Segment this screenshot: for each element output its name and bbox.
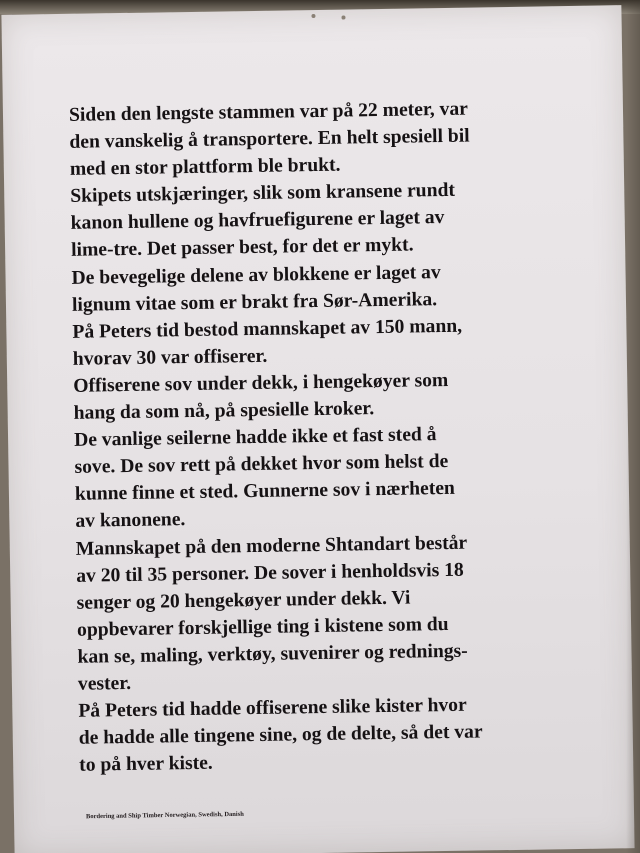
right-edge-shadow [626,0,640,853]
text-line: vester. [77,672,132,695]
text-line: den vanskelig å transportere. En helt spesiell bil [69,125,470,153]
text-line: På Peters tid bestod mannskapet av 150 mann, [72,315,463,343]
text-line: lime-tre. Det passer best, for det er mykt. [70,234,414,262]
text-line: kan se, maling, verktøy, suvenirer og rednings- [77,640,468,668]
text-line: kunne finne et sted. Gunnerne sov i nærheten [74,478,456,506]
sign-text [69,94,600,779]
text-line: av kanonene. [75,509,186,533]
text-line: Mannskapet på den moderne Shtandart består [75,532,468,560]
text-line: Siden den lengste stammen var på 22 meter, var [68,98,469,126]
text-line: De vanlige seilerne hadde ikke et fast sted å [73,424,437,451]
text-line: senger og 20 hengekøyer under dekk. Vi [76,587,411,614]
text-line: to på hver kiste. [79,752,213,777]
text-line: lignum vitae som er brakt fra Sør-Amerika. [71,288,438,316]
text-line: Offiserene sov under dekk, i hengekøyer som [73,369,449,397]
footer-caption: Bordering and Ship Timber Norwegian, Swedish, Danish [85,810,244,821]
screw-mark [311,14,315,18]
screw-mark [341,16,345,20]
text-line: av 20 til 35 personer. De sover i henholdsvis 18 [76,559,464,587]
text-line: hvorav 30 var offiserer. [72,345,268,370]
text-line: de hadde alle tingene sine, og de delte, så det var [78,721,483,749]
text-line: sove. De sov rett på dekket hvor som helst de [74,451,449,479]
text-line: med en stor plattform ble brukt. [69,154,341,181]
sign-panel [1,5,634,853]
text-line: oppbevarer forskjellige ting i kistene som du [76,613,449,641]
text-line: hang da som nå, på spesielle kroker. [73,398,375,424]
text-line: kanon hullene og havfruefigurene er laget av [70,207,445,235]
text-line: Skipets utskjæringer, slik som kransene rundt [70,180,456,208]
text-line: De bevegelige delene av blokkene er laget av [71,261,441,289]
text-line: På Peters tid hadde offiserene slike kister hvor [78,694,467,722]
